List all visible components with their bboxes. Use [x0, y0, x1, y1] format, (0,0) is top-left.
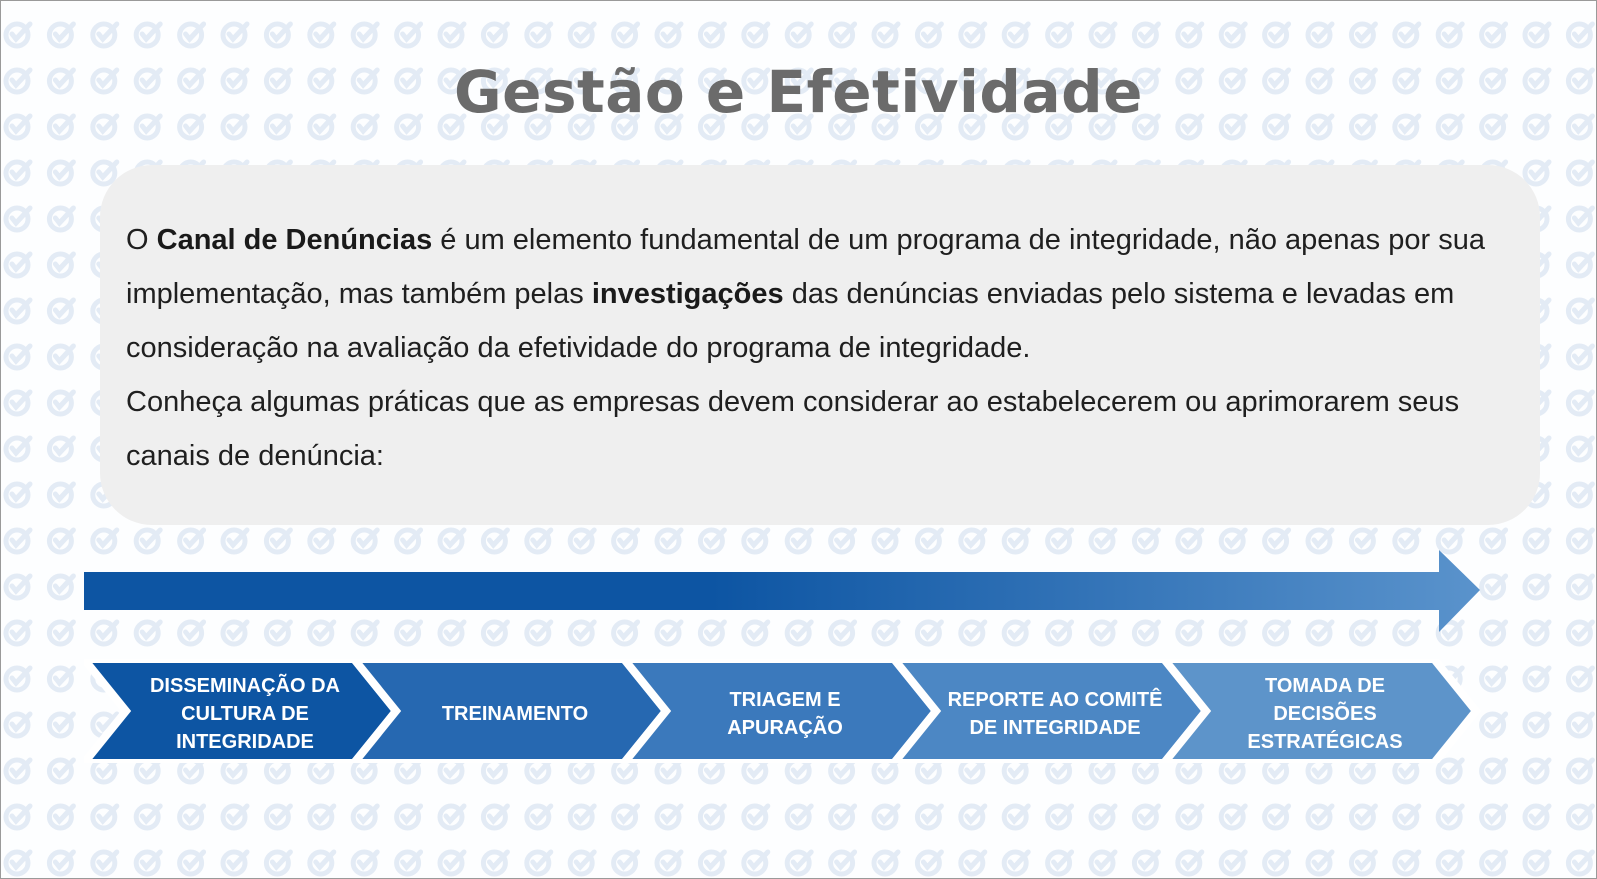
check-circle-icon [1178, 852, 1202, 874]
check-circle-icon [1438, 24, 1462, 46]
check-circle-icon [6, 714, 30, 736]
check-circle-icon [614, 530, 638, 552]
check-circle-icon [1525, 852, 1549, 874]
check-circle-icon [1265, 24, 1289, 46]
check-circle-icon [483, 24, 507, 46]
check-circle-icon [1395, 24, 1419, 46]
check-circle-icon [1134, 530, 1158, 552]
check-circle-icon [1265, 852, 1289, 874]
intro-paragraph-2: Conheça algumas práticas que as empresas devem considerar ao estabelecerem ou aprimorarem seus canais de denúncia: [126, 386, 1460, 472]
check-circle-icon [483, 806, 507, 828]
check-circle-icon [961, 852, 985, 874]
process-step-label: TOMADA DE DECISÕES ESTRATÉGICAS [1247, 675, 1403, 753]
check-circle-icon [1091, 530, 1115, 552]
check-circle-icon [1048, 852, 1072, 874]
check-circle-icon [1568, 162, 1592, 184]
check-circle-icon [136, 852, 160, 874]
check-circle-icon [874, 806, 898, 828]
check-circle-icon [310, 852, 334, 874]
check-circle-icon [223, 24, 247, 46]
check-circle-icon [483, 530, 507, 552]
check-circle-icon [1525, 760, 1549, 782]
check-circle-icon [527, 852, 551, 874]
check-circle-icon [1221, 24, 1245, 46]
check-circle-icon [180, 852, 204, 874]
check-circle-icon [1525, 714, 1549, 736]
check-circle-icon [180, 530, 204, 552]
check-circle-icon [1308, 24, 1332, 46]
check-circle-icon [527, 24, 551, 46]
check-circle-icon [917, 806, 941, 828]
check-circle-icon [1004, 806, 1028, 828]
check-circle-icon [6, 346, 30, 368]
check-circle-icon [397, 806, 421, 828]
check-circle-icon [1221, 806, 1245, 828]
check-circle-icon [961, 530, 985, 552]
check-circle-icon [440, 806, 464, 828]
check-circle-icon [49, 760, 73, 782]
check-circle-icon [917, 530, 941, 552]
check-circle-icon [1568, 668, 1592, 690]
process-step-label: TREINAMENTO [441, 703, 589, 725]
check-circle-icon [700, 806, 724, 828]
check-circle-icon [1178, 24, 1202, 46]
check-circle-icon [6, 852, 30, 874]
check-circle-icon [1568, 714, 1592, 736]
check-circle-icon [266, 806, 290, 828]
check-circle-icon [1568, 300, 1592, 322]
check-circle-icon [874, 530, 898, 552]
check-circle-icon [1308, 530, 1332, 552]
check-circle-icon [614, 852, 638, 874]
check-circle-icon [1221, 852, 1245, 874]
check-circle-icon [49, 622, 73, 644]
check-circle-icon [1308, 806, 1332, 828]
canal-de-denuncias-highlight: Canal de Denúncias [156, 224, 433, 256]
check-circle-icon [6, 484, 30, 506]
check-circle-icon [1004, 852, 1028, 874]
check-circle-icon [483, 852, 507, 874]
check-circle-icon [831, 852, 855, 874]
check-circle-icon [49, 392, 73, 414]
check-circle-icon [1178, 530, 1202, 552]
check-circle-icon [657, 806, 681, 828]
check-circle-icon [93, 760, 117, 782]
right-arrow-icon [84, 550, 1504, 634]
check-circle-icon [570, 852, 594, 874]
check-circle-icon [223, 530, 247, 552]
check-circle-icon [1568, 392, 1592, 414]
check-circle-icon [1308, 852, 1332, 874]
check-circle-icon [1568, 24, 1592, 46]
page-title: Gestão e Efetividade [454, 58, 1143, 126]
check-circle-icon [1438, 530, 1462, 552]
check-circle-icon [1482, 760, 1506, 782]
check-circle-icon [787, 852, 811, 874]
check-circle-icon [1438, 760, 1462, 782]
check-circle-icon [1568, 254, 1592, 276]
check-circle-icon [1134, 806, 1158, 828]
check-circle-icon [1091, 806, 1115, 828]
check-circle-icon [353, 24, 377, 46]
check-circle-icon [1091, 852, 1115, 874]
check-circle-icon [831, 806, 855, 828]
check-circle-icon [180, 806, 204, 828]
check-circle-icon [440, 530, 464, 552]
check-circle-icon [1134, 24, 1158, 46]
check-circle-icon [961, 24, 985, 46]
check-circle-icon [570, 806, 594, 828]
check-circle-icon [223, 806, 247, 828]
check-circle-icon [6, 24, 30, 46]
check-circle-icon [49, 438, 73, 460]
check-circle-icon [527, 806, 551, 828]
check-circle-icon [1568, 576, 1592, 598]
process-step-label: DISSEMINAÇÃO DA CULTURA DE INTEGRIDADE [149, 675, 340, 753]
check-circle-icon [440, 24, 464, 46]
check-circle-icon [49, 852, 73, 874]
check-circle-icon [6, 530, 30, 552]
check-circle-icon [917, 760, 941, 782]
check-circle-icon [1482, 852, 1506, 874]
check-circle-icon [353, 806, 377, 828]
check-circle-icon [49, 346, 73, 368]
check-circle-icon [49, 162, 73, 184]
check-circle-icon [1004, 530, 1028, 552]
check-circle-icon [917, 24, 941, 46]
process-step-label: TRIAGEM E APURAÇÃO [727, 689, 843, 739]
process-step-label: REPORTE AO COMITÊ DE INTEGRIDADE [947, 689, 1163, 739]
check-circle-icon [1004, 24, 1028, 46]
check-circle-icon [1265, 806, 1289, 828]
check-circle-icon [136, 530, 160, 552]
intro-card [100, 165, 1540, 525]
check-circle-icon [310, 24, 334, 46]
check-circle-icon [527, 530, 551, 552]
check-circle-icon [831, 530, 855, 552]
check-circle-icon [1482, 530, 1506, 552]
check-circle-icon [49, 576, 73, 598]
check-circle-icon [1568, 806, 1592, 828]
check-circle-icon [1438, 852, 1462, 874]
check-circle-icon [1568, 622, 1592, 644]
check-circle-icon [6, 806, 30, 828]
check-circle-icon [93, 852, 117, 874]
check-circle-icon [570, 24, 594, 46]
check-circle-icon [961, 806, 985, 828]
check-circle-icon [1568, 208, 1592, 230]
check-circle-icon [353, 530, 377, 552]
check-circle-icon [397, 530, 421, 552]
check-circle-icon [657, 852, 681, 874]
check-circle-icon [49, 208, 73, 230]
check-circle-icon [744, 530, 768, 552]
check-circle-icon [1395, 852, 1419, 874]
check-circle-icon [266, 852, 290, 874]
investigacoes-highlight: investigações [591, 278, 784, 310]
check-circle-icon [1048, 530, 1072, 552]
check-circle-icon [49, 300, 73, 322]
intro-paragraph-1 [126, 213, 1514, 375]
check-circle-icon [310, 530, 334, 552]
check-circle-icon [266, 530, 290, 552]
check-circle-icon [266, 24, 290, 46]
check-circle-icon [1221, 530, 1245, 552]
check-circle-icon [1568, 760, 1592, 782]
check-circle-icon [6, 300, 30, 322]
check-circle-icon [1525, 530, 1549, 552]
check-circle-icon [49, 484, 73, 506]
check-circle-icon [1568, 438, 1592, 460]
check-circle-icon [1048, 806, 1072, 828]
intro-text-3: das denúncias enviadas pelo sistema e levadas em consideração na avaliação da efetividade do programa de integridade. [126, 278, 1455, 364]
check-circle-icon [310, 806, 334, 828]
check-circle-icon [6, 576, 30, 598]
check-circle-icon [1351, 806, 1375, 828]
check-circle-icon [6, 622, 30, 644]
check-circle-icon [6, 208, 30, 230]
intro-text-1: O [126, 224, 157, 256]
check-circle-icon [874, 852, 898, 874]
check-circle-icon [874, 24, 898, 46]
check-circle-icon [700, 24, 724, 46]
check-circle-icon [353, 852, 377, 874]
check-circle-icon [223, 852, 247, 874]
check-circle-icon [570, 530, 594, 552]
check-circle-icon [49, 806, 73, 828]
check-circle-icon [49, 530, 73, 552]
check-circle-icon [1525, 668, 1549, 690]
check-circle-icon [744, 852, 768, 874]
check-circle-icon [397, 24, 421, 46]
check-circle-icon [1438, 806, 1462, 828]
check-circle-icon [136, 806, 160, 828]
check-circle-icon [787, 806, 811, 828]
check-circle-icon [6, 392, 30, 414]
check-circle-icon [614, 806, 638, 828]
check-circle-icon [700, 852, 724, 874]
check-circle-icon [6, 162, 30, 184]
check-circle-icon [1351, 24, 1375, 46]
check-circle-icon [397, 852, 421, 874]
check-circle-icon [93, 806, 117, 828]
check-circle-icon [614, 24, 638, 46]
check-circle-icon [1395, 806, 1419, 828]
check-circle-icon [1482, 24, 1506, 46]
progress-arrow [84, 550, 1480, 632]
check-circle-icon [93, 24, 117, 46]
check-circle-icon [1525, 162, 1549, 184]
check-circle-icon [49, 24, 73, 46]
check-circle-icon [93, 530, 117, 552]
check-circle-icon [744, 806, 768, 828]
check-circle-icon [6, 760, 30, 782]
check-circle-icon [1525, 576, 1549, 598]
check-circle-icon [6, 438, 30, 460]
check-circle-icon [6, 254, 30, 276]
check-circle-icon [440, 852, 464, 874]
check-circle-icon [49, 254, 73, 276]
check-circle-icon [1568, 346, 1592, 368]
check-circle-icon [1351, 530, 1375, 552]
check-circle-icon [49, 668, 73, 690]
check-circle-icon [49, 714, 73, 736]
check-circle-icon [657, 24, 681, 46]
check-circle-icon [1048, 24, 1072, 46]
check-circle-icon [1568, 530, 1592, 552]
intro-text-2: é um elemento fundamental de um programa de integridade, não apenas por sua implementação, mas também pelas [126, 224, 1485, 310]
check-circle-icon [787, 530, 811, 552]
check-circle-icon [917, 852, 941, 874]
check-circle-icon [1134, 852, 1158, 874]
check-circle-icon [136, 24, 160, 46]
check-circle-icon [1525, 622, 1549, 644]
check-circle-icon [1525, 806, 1549, 828]
check-circle-icon [657, 530, 681, 552]
check-circle-icon [1351, 852, 1375, 874]
check-circle-icon [1395, 530, 1419, 552]
check-circle-icon [1265, 530, 1289, 552]
check-circle-icon [1568, 484, 1592, 506]
check-circle-icon [1568, 852, 1592, 874]
check-circle-icon [1525, 24, 1549, 46]
check-circle-icon [744, 24, 768, 46]
check-circle-icon [787, 24, 811, 46]
check-circle-icon [1178, 760, 1202, 782]
check-circle-icon [6, 668, 30, 690]
check-circle-icon [1482, 806, 1506, 828]
check-circle-icon [700, 530, 724, 552]
check-circle-icon [831, 24, 855, 46]
check-circle-icon [180, 24, 204, 46]
check-circle-icon [1091, 24, 1115, 46]
check-circle-icon [1178, 806, 1202, 828]
